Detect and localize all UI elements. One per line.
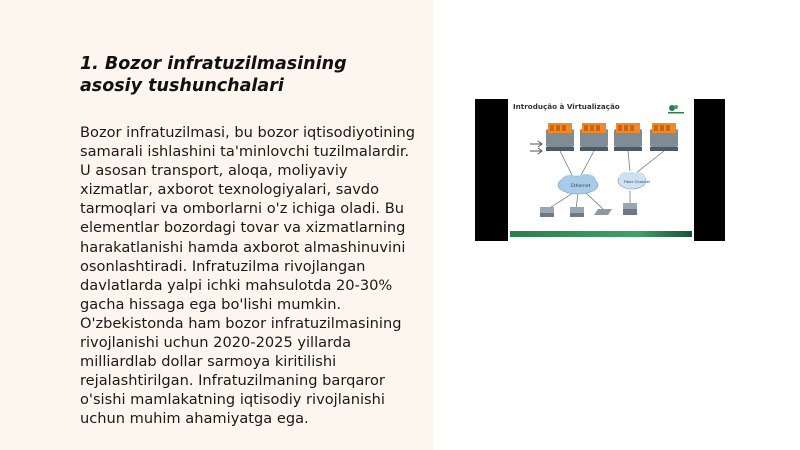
virtualization-diagram [508, 99, 694, 241]
storage-device-icon [623, 203, 637, 215]
slide-image [475, 99, 725, 241]
cloud-label-fiber-channel: Fiber Channel [624, 179, 651, 184]
cloud-label-ethernet: Ethernet [571, 184, 591, 189]
storage-device-icon [540, 207, 554, 217]
storage-device-icon [594, 209, 612, 215]
section-paragraph: Bozor infratuzilmasi, bu bozor iqtisodiyotining samarali ishlashini ta'minlovchi tuzilmalardir. U asosan transport, aloqa, moliyaviy xizmatlar, axborot texnologiyalari, savdo tarmoqlari va omborlarni o'z ichiga oladi. Bu elementlar bozordagi tovar va xizmatlarning harakatlanishi hamda axborot almashinuvini osonlashtiradi. Infratuzilma rivojlangan davlatlarda yalpi ichki mahsulotda 20-30% gacha hissaga ega bo'lishi mumkin. O'zbekistonda ham bozor infratuzilmasining rivojlanishi uchun 2020-2025 yillarda milliardlab dollar sarmoya kiritilishi rejalashtirilgan. Infratuzilmaning barqaror o'sishi mamlakatning iqtisodiy rivojlanishi uchun muhim ahamiyatga ega. [80, 124, 416, 428]
server-stack-icon [650, 123, 678, 151]
server-stack-icon [580, 123, 608, 151]
server-stack-icon [546, 123, 574, 151]
slide-title: Introdução à Virtualização [513, 102, 620, 111]
server-stack-icon [614, 123, 642, 151]
slide-footer-bar [510, 231, 692, 237]
storage-device-icon [570, 207, 584, 217]
slide-content [508, 99, 694, 241]
input-arrows-icon [530, 141, 542, 154]
section-heading: 1. Bozor infratuzilmasining asosiy tushunchalari [80, 54, 347, 96]
